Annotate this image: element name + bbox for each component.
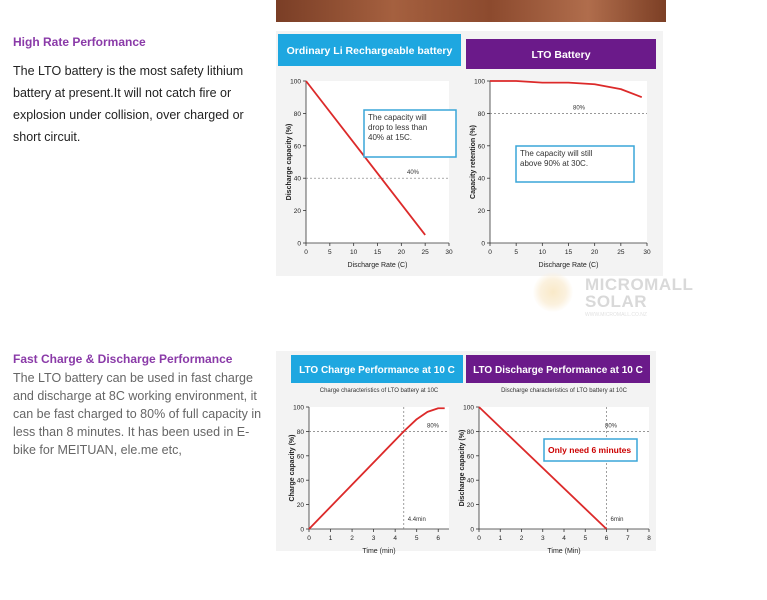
y-tick-label: 100 — [474, 78, 485, 86]
x-tick-label: 25 — [617, 249, 625, 256]
y-tick-label: 0 — [300, 526, 304, 534]
x-tick-label: 4 — [393, 535, 397, 542]
x-tick-label: 7 — [625, 535, 630, 542]
x-tick-label: 0 — [488, 249, 492, 256]
annotation-text: The capacity will still above 90% at 30C. — [520, 149, 593, 168]
watermark-url: WWW.MICROMALL.CO.NZ — [585, 312, 647, 318]
x-tick-label: 6 — [604, 535, 609, 542]
chart-title: Charge characteristics of LTO battery at 10C — [319, 388, 439, 394]
x-tick-label: 10 — [538, 249, 546, 256]
y-tick-label: 80 — [293, 110, 301, 118]
chart-lto-discharge — [459, 351, 654, 555]
x-tick-label: 6 — [436, 535, 441, 542]
x-tick-label: 5 — [583, 535, 588, 542]
x-tick-label: 20 — [397, 249, 405, 256]
x-tick-label: 8 — [647, 535, 651, 542]
x-tick-label: 2 — [519, 535, 524, 542]
x-tick-label: 5 — [514, 249, 518, 256]
reference-label-h: 40% — [407, 170, 420, 177]
y-tick-label: 100 — [293, 404, 304, 412]
chart-header-title: Ordinary Li Rechargeable battery — [286, 45, 453, 57]
annotation-text: The capacity will drop to less than 40% at 15C. — [368, 113, 428, 142]
x-tick-label: 5 — [328, 249, 332, 256]
y-tick-label: 60 — [466, 453, 474, 461]
chart-header-title: LTO Charge Performance at 10 C — [299, 365, 455, 376]
y-tick-label: 20 — [477, 208, 485, 216]
x-tick-label: 15 — [373, 249, 382, 256]
y-tick-label: 80 — [466, 428, 474, 436]
y-tick-label: 40 — [466, 477, 474, 485]
reference-label-v: 4.4min — [407, 517, 426, 523]
annotation-text: Only need 6 minutes — [548, 445, 632, 455]
y-tick-label: 0 — [481, 240, 485, 248]
chart-lto-charge — [276, 351, 464, 555]
x-tick-label: 2 — [350, 535, 354, 542]
plot-area — [479, 407, 649, 529]
y-tick-label: 80 — [296, 428, 304, 436]
reference-label-h: 80% — [605, 423, 618, 430]
plot-area — [306, 81, 449, 243]
x-axis-label: Time (min) — [362, 548, 396, 555]
y-tick-label: 20 — [296, 502, 304, 510]
x-tick-label: 3 — [540, 535, 545, 542]
x-tick-label: 10 — [350, 249, 358, 256]
y-tick-label: 100 — [463, 404, 474, 412]
y-tick-label: 20 — [466, 502, 474, 510]
chart-ordinary-li — [276, 31, 466, 276]
x-axis-label: Discharge Rate (C) — [538, 262, 599, 269]
reference-label-v: 6min — [610, 517, 624, 523]
chart-lto-battery — [466, 31, 661, 276]
y-tick-label: 0 — [470, 526, 474, 534]
sun-icon — [533, 272, 573, 312]
x-tick-label: 30 — [643, 249, 651, 256]
x-tick-label: 1 — [498, 535, 503, 542]
x-tick-label: 4 — [562, 535, 566, 542]
y-tick-label: 80 — [477, 110, 485, 118]
x-tick-label: 30 — [445, 249, 453, 256]
y-axis-label: Charge capacity (%) — [289, 434, 296, 502]
y-tick-label: 20 — [293, 208, 301, 216]
y-axis-label: Discharge capacity (%) — [459, 429, 466, 507]
section-body-high-rate: The LTO battery is the most safety lithium battery at present.It will not catch fire or explosion under collision, over charged or short circuit. — [13, 64, 244, 144]
x-axis-label: Time (Min) — [547, 548, 581, 555]
y-tick-label: 60 — [477, 143, 485, 151]
watermark-line2: SOLAR — [585, 292, 647, 311]
x-tick-label: 20 — [591, 249, 599, 256]
x-tick-label: 3 — [371, 535, 376, 542]
x-tick-label: 25 — [421, 249, 429, 256]
y-tick-label: 100 — [290, 78, 301, 86]
x-tick-label: 15 — [564, 249, 573, 256]
chart-title: Discharge characteristics of LTO battery at 10C — [501, 388, 627, 394]
x-axis-label: Discharge Rate (C) — [347, 262, 408, 269]
product-photo-strip — [276, 0, 666, 22]
x-tick-label: 1 — [328, 535, 333, 542]
watermark-line1: MICROMALL — [585, 275, 694, 294]
y-tick-label: 60 — [293, 143, 301, 151]
y-tick-label: 40 — [293, 175, 301, 183]
chart-panel-fast-charge — [276, 351, 656, 555]
x-tick-label: 5 — [414, 535, 419, 542]
y-tick-label: 60 — [296, 453, 304, 461]
section-heading-fast-charge: Fast Charge & Discharge Performance — [13, 352, 233, 366]
chart-header-title: LTO Discharge Performance at 10 C — [473, 365, 643, 376]
x-tick-label: 0 — [307, 535, 311, 542]
section-body-fast-charge: The LTO battery can be used in fast charge and discharge at 8C working environment, it can be fast charged to 80% of full capacity in less than 8 minutes. It has been used in E-bike for MEITUAN, ele.me etc, — [13, 371, 262, 457]
chart-panel-high-rate — [276, 31, 663, 276]
chart-header-title: LTO Battery — [531, 49, 591, 61]
x-tick-label: 0 — [304, 249, 308, 256]
reference-label-h: 80% — [427, 423, 440, 430]
reference-label-h: 80% — [573, 105, 586, 112]
y-axis-label: Capacity retention (%) — [470, 125, 477, 199]
y-tick-label: 40 — [477, 175, 485, 183]
y-tick-label: 0 — [297, 240, 301, 248]
section-heading-high-rate: High Rate Performance — [13, 35, 146, 49]
y-tick-label: 40 — [296, 477, 304, 485]
watermark-logo — [585, 276, 693, 318]
x-tick-label: 0 — [477, 535, 481, 542]
y-axis-label: Discharge capacity (%) — [286, 123, 293, 201]
